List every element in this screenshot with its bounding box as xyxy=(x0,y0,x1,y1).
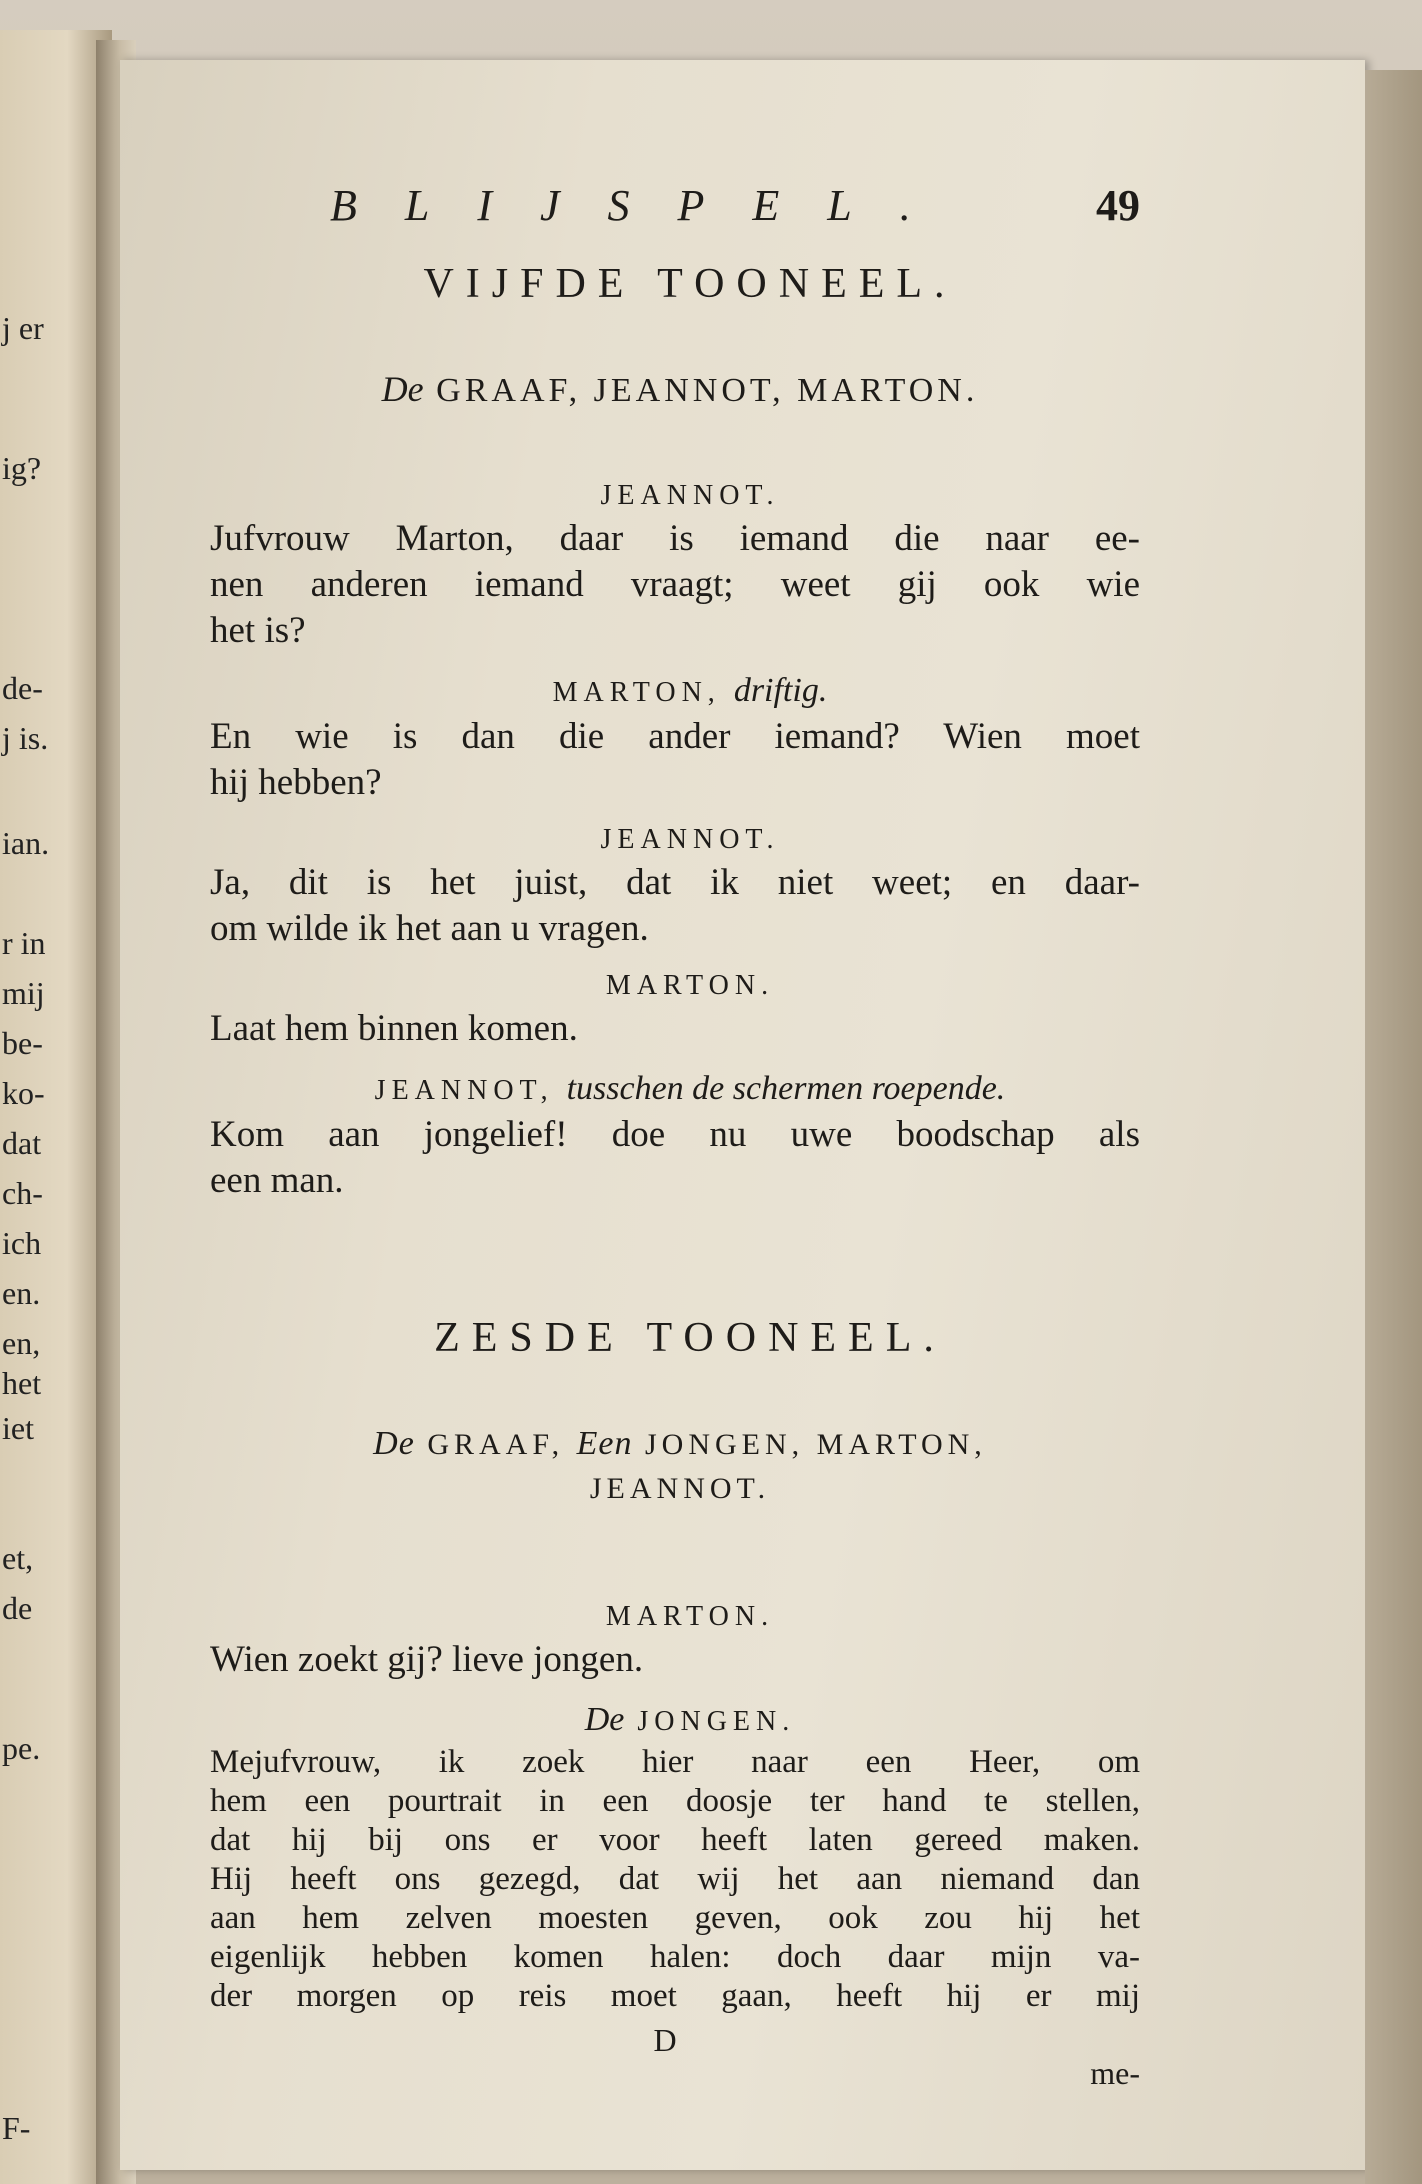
speech xyxy=(180,860,1140,952)
left-page-fragment: pe. xyxy=(2,1730,41,1766)
cast-names: GRAAF, JEANNOT, MARTON. xyxy=(436,372,979,409)
cast-names: GRAAF, xyxy=(427,1428,565,1461)
stage-direction: driftig. xyxy=(733,672,828,709)
left-page-fragment: ch- xyxy=(2,1175,43,1211)
speaker-name: MARTON. xyxy=(605,970,775,1001)
speech-line: eigenlijk hebben komen halen: doch daar mijn va- xyxy=(210,1939,1140,1975)
signature-mark: D xyxy=(653,2022,677,2058)
speaker-name: JONGEN. xyxy=(637,1706,796,1737)
catchword: me- xyxy=(1090,2055,1140,2091)
running-head xyxy=(330,180,1140,250)
speech-line: Wien zoekt gij? lieve jongen. xyxy=(210,1639,644,1680)
speech-line: dat hij bij ons er voor heeft laten gereed maken. xyxy=(210,1822,1140,1858)
speech-line: het is? xyxy=(210,610,306,651)
speech-line: Ja, dit is het juist, dat ik niet weet; en daar- xyxy=(210,862,1140,903)
speech-line: een man. xyxy=(210,1160,344,1201)
speech xyxy=(180,516,1140,654)
cast-prefix: De xyxy=(381,369,424,409)
left-page-fragment: ko- xyxy=(2,1075,45,1111)
cast-list xyxy=(180,368,1140,410)
speech-line: Kom aan jongelief! doe nu uwe boodschap als xyxy=(210,1114,1140,1155)
speaker-heading xyxy=(180,672,1140,710)
speaker-heading xyxy=(180,970,1140,1002)
speech xyxy=(180,714,1140,806)
cast-article: Een xyxy=(576,1425,633,1462)
left-page-fragment: j is. xyxy=(2,720,49,756)
left-page-fragment: mij xyxy=(2,975,45,1011)
speech xyxy=(180,1112,1140,1204)
left-page-fragment: et, xyxy=(2,1540,34,1576)
speaker-name: MARTON. xyxy=(605,1601,775,1632)
left-page-fragment: be- xyxy=(2,1025,43,1061)
left-page-fragment: ian. xyxy=(2,825,50,861)
speech-line: En wie is dan die ander iemand? Wien moet xyxy=(210,716,1140,757)
left-page-fragment: j er xyxy=(2,310,44,346)
cast-list xyxy=(180,1422,1140,1511)
speech-line: nen anderen iemand vraagt; weet gij ook wie xyxy=(210,564,1140,605)
stage-direction: tusschen de schermen roepende. xyxy=(566,1070,1006,1107)
page-number: 49 xyxy=(1096,181,1140,230)
left-page-fragment: F- xyxy=(2,2110,31,2146)
speech-line: der morgen op reis moet gaan, heeft hij er mij xyxy=(210,1978,1140,2014)
speech-line: Laat hem binnen komen. xyxy=(210,1008,578,1049)
speaker-heading xyxy=(180,1070,1140,1108)
speech-line: Hij heeft ons gezegd, dat wij het aan niemand dan xyxy=(210,1861,1140,1897)
left-page-fragment: ich xyxy=(2,1225,42,1261)
speaker-heading xyxy=(180,480,1140,512)
speech-line: hem een pourtrait in een doosje ter hand te stellen, xyxy=(210,1783,1140,1819)
scene-gap xyxy=(180,1204,1140,1294)
speaker-heading xyxy=(180,1601,1140,1633)
speech-line: Jufvrouw Marton, daar is iemand die naar ee- xyxy=(210,518,1140,559)
running-title: BLIJSPEL. xyxy=(330,181,959,230)
speaker-heading xyxy=(180,824,1140,856)
speech xyxy=(180,1743,1140,2016)
speaker-name: JEANNOT, xyxy=(374,1075,554,1106)
cast-names: JEANNOT. xyxy=(589,1472,771,1505)
speaker-name: JEANNOT. xyxy=(600,480,780,511)
page-text xyxy=(180,180,1140,2092)
speaker-prefix: De xyxy=(584,1701,625,1738)
cast-prefix: De xyxy=(373,1425,415,1462)
speaker-name: JEANNOT. xyxy=(600,824,780,855)
cast-names: JONGEN, MARTON, xyxy=(644,1428,987,1461)
speaker-heading xyxy=(180,1701,1140,1739)
speaker-name: MARTON, xyxy=(552,677,721,708)
left-page-fragment: iet xyxy=(2,1410,34,1446)
speech-line: hij hebben? xyxy=(210,762,382,803)
page-edge-shadow xyxy=(1365,70,1422,2184)
left-page-fragment: ig? xyxy=(2,450,42,486)
left-page-fragment: het xyxy=(2,1365,42,1401)
left-page-fragment: de xyxy=(2,1590,33,1626)
scene-title: VIJFDE TOONEEL. xyxy=(423,261,957,307)
speech-line: aan hem zelven moesten geven, ook zou hij het xyxy=(210,1900,1140,1936)
speech-line: Mejufvrouw, ik zoek hier naar een Heer, om xyxy=(210,1744,1140,1780)
left-page-fragment: r in xyxy=(2,925,46,961)
speech xyxy=(180,1006,1140,1052)
left-page-fragment: de- xyxy=(2,670,43,706)
left-page-fragment: en. xyxy=(2,1275,41,1311)
left-page-fragment: en, xyxy=(2,1325,41,1361)
speech xyxy=(180,1637,1140,1683)
speech-line: om wilde ik het aan u vragen. xyxy=(210,908,649,949)
scene-title: ZESDE TOONEEL. xyxy=(434,1315,946,1361)
left-page-fragment: dat xyxy=(2,1125,42,1161)
